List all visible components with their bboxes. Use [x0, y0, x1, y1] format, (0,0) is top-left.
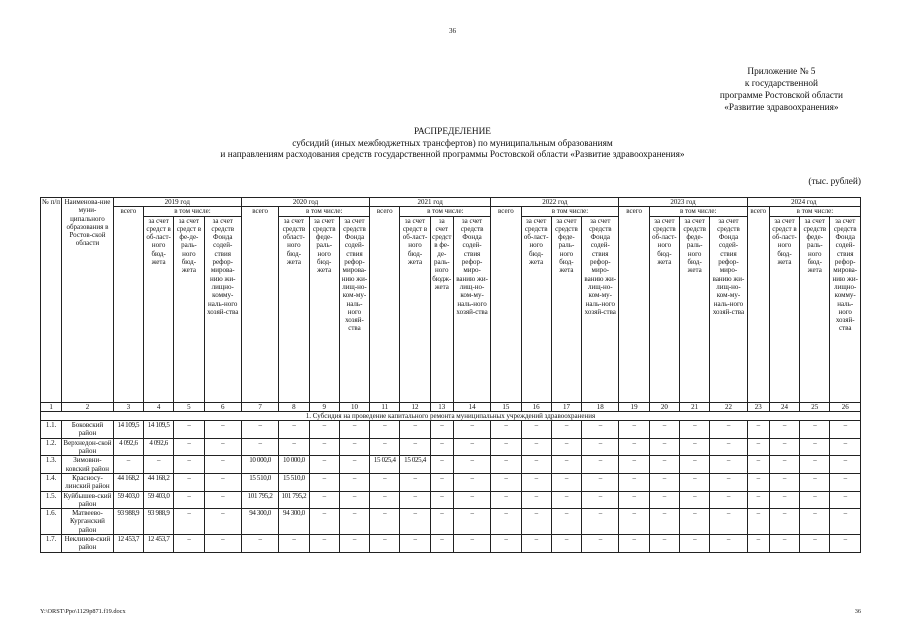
row-value: – [649, 438, 679, 456]
column-numbers-row [41, 402, 861, 411]
row-value: – [143, 456, 173, 474]
header-source: за счет средств об-ласт-ного бюд-жета [521, 216, 551, 402]
row-value: – [204, 421, 241, 439]
title-line: и направлениям расходования средств государственной программы Ростовской области «Развитие здравоохранения» [220, 150, 685, 160]
column-number: 20 [649, 402, 679, 411]
column-number: 4 [143, 402, 173, 411]
row-value: – [339, 473, 369, 491]
row-value: – [800, 491, 830, 509]
row-value: – [174, 473, 204, 491]
row-value: – [521, 535, 551, 553]
appendix-line: программе Ростовской области [719, 91, 843, 101]
header-source: за счет средств Фонда содей-ствия рефор-миро-ванию жи-лищ-но-ком-му-наль-ного хозяй-ства [582, 216, 619, 402]
column-number: 22 [710, 402, 747, 411]
row-value: – [339, 509, 369, 535]
column-number: 18 [582, 402, 619, 411]
column-number: 6 [204, 402, 241, 411]
row-number: 1.5. [41, 491, 62, 509]
row-value: – [521, 491, 551, 509]
table-row [41, 421, 861, 439]
row-value: – [649, 535, 679, 553]
column-number: 8 [279, 402, 309, 411]
header-including: в том числе: [769, 207, 860, 216]
row-value: – [174, 491, 204, 509]
row-value: – [680, 535, 710, 553]
row-value: – [800, 509, 830, 535]
row-value: – [309, 491, 339, 509]
column-number: 2 [62, 402, 114, 411]
row-municipality: Верхнедон-ской район [63, 438, 112, 456]
row-value: – [649, 491, 679, 509]
row-number: 1.4. [41, 473, 62, 491]
header-source: за счет средств феде-раль-ного бюд-жета [680, 216, 710, 402]
row-value: – [279, 535, 309, 553]
row-value: – [649, 421, 679, 439]
row-value: – [800, 535, 830, 553]
row-value: – [370, 473, 400, 491]
row-value: – [521, 473, 551, 491]
table-row [41, 473, 861, 491]
row-value: – [582, 456, 619, 474]
row-value: 15 025,4 [370, 456, 400, 474]
row-value: 101 795,2 [241, 491, 278, 509]
row-value: – [400, 535, 430, 553]
header-including: в том числе: [521, 207, 619, 216]
row-value: – [279, 438, 309, 456]
row-value: – [521, 509, 551, 535]
row-value: 44 168,2 [143, 473, 173, 491]
row-value: – [204, 456, 241, 474]
row-value: 44 168,2 [113, 473, 143, 491]
header-year: 2023 год [619, 198, 747, 207]
row-value: – [491, 473, 521, 491]
row-value: 14 109,5 [143, 421, 173, 439]
row-value: 4 092,6 [113, 438, 143, 456]
row-value: – [174, 456, 204, 474]
row-value: 15 510,0 [241, 473, 278, 491]
column-number: 24 [769, 402, 799, 411]
row-value: – [582, 509, 619, 535]
row-value: – [309, 421, 339, 439]
row-value: 14 109,5 [113, 421, 143, 439]
row-value: 15 025,4 [400, 456, 430, 474]
header-source: за счет средств феде-раль-ного бюд-жета [551, 216, 581, 402]
header-year: 2021 год [370, 198, 491, 207]
row-value: 93 988,9 [143, 509, 173, 535]
row-number: 1.6. [41, 509, 62, 535]
header-source: за счет средств феде-раль-ного бюд-жета [309, 216, 339, 402]
row-value: – [370, 535, 400, 553]
units-label: (тыс. рублей) [808, 177, 861, 187]
header-including: в том числе: [279, 207, 370, 216]
row-value: – [551, 438, 581, 456]
row-value: – [309, 509, 339, 535]
header-including: в том числе: [400, 207, 491, 216]
column-number: 23 [747, 402, 769, 411]
row-value: – [453, 509, 490, 535]
row-value: – [800, 421, 830, 439]
row-value: – [204, 473, 241, 491]
row-value: – [649, 456, 679, 474]
title-line: субсидий (иных межбюджетных трансфертов) по муниципальным образованиям [292, 138, 613, 149]
row-value: – [309, 535, 339, 553]
header-including: в том числе: [143, 207, 241, 216]
row-value: – [619, 456, 649, 474]
row-value: – [551, 473, 581, 491]
section-title: 1. Субсидия на проведение капитального ремонта муниципальных учреждений здравоохранения [41, 411, 861, 420]
row-value: 15 510,0 [279, 473, 309, 491]
row-value: – [453, 535, 490, 553]
row-value: – [204, 535, 241, 553]
row-value: – [174, 421, 204, 439]
header-total: всего [370, 207, 400, 402]
column-number: 15 [491, 402, 521, 411]
row-value: – [491, 509, 521, 535]
row-value: – [830, 421, 861, 439]
row-value: – [619, 535, 649, 553]
row-municipality: Неклинов-ский район [62, 535, 114, 553]
row-value: – [551, 535, 581, 553]
row-value: – [710, 491, 747, 509]
row-value: – [680, 438, 710, 456]
row-value: – [551, 491, 581, 509]
row-value: – [430, 456, 453, 474]
appendix-line: Приложение № 5 [747, 67, 816, 77]
row-value: – [339, 535, 369, 553]
header-year: 2024 год [747, 198, 860, 207]
row-value: – [204, 491, 241, 509]
row-value: – [769, 535, 799, 553]
header-source: за счет средст в об-ласт-ного бюд-жета [400, 216, 430, 402]
row-value: – [747, 509, 769, 535]
row-value: – [680, 456, 710, 474]
row-value: – [370, 438, 400, 456]
header-year: 2020 год [241, 198, 369, 207]
row-value: – [370, 491, 400, 509]
row-value: – [491, 438, 521, 456]
row-value: – [241, 535, 278, 553]
row-value: 10 000,0 [279, 456, 309, 474]
row-value: – [339, 438, 369, 456]
row-value: – [710, 421, 747, 439]
header-source: за счет средст в об-ласт-ного бюд-жета [143, 216, 173, 402]
row-value: – [619, 438, 649, 456]
table-row [41, 509, 861, 535]
header-total: всего [491, 207, 521, 402]
row-value: – [710, 438, 747, 456]
row-value: – [174, 509, 204, 535]
row-value: – [204, 438, 241, 456]
footer-page-number: 36 [854, 608, 861, 615]
row-value: – [430, 438, 453, 456]
table-row [41, 491, 861, 509]
row-value: – [400, 421, 430, 439]
row-value: – [582, 473, 619, 491]
row-value: – [830, 438, 861, 456]
row-value: 4 092,6 [143, 438, 173, 456]
row-value: – [830, 456, 861, 474]
row-value: – [113, 456, 143, 474]
row-value: – [830, 509, 861, 535]
row-value: – [769, 491, 799, 509]
row-value: 12 453,7 [113, 535, 143, 553]
row-value: 93 988,9 [113, 509, 143, 535]
appendix-line: к государственной [744, 79, 818, 89]
page-number-top: 36 [449, 27, 456, 35]
row-value: – [619, 473, 649, 491]
row-value: – [582, 491, 619, 509]
header-year: 2019 год [113, 198, 241, 207]
row-value: – [453, 421, 490, 439]
column-number: 17 [551, 402, 581, 411]
row-value: – [551, 421, 581, 439]
row-value: – [800, 438, 830, 456]
header-including: в том числе: [649, 207, 747, 216]
row-value: – [769, 438, 799, 456]
row-value: – [769, 421, 799, 439]
row-value: – [491, 491, 521, 509]
row-number: 1.7. [41, 535, 62, 553]
column-number: 7 [241, 402, 278, 411]
row-value: – [551, 509, 581, 535]
row-value: – [747, 535, 769, 553]
row-municipality: Красносу-линский район [62, 473, 114, 491]
row-value: – [241, 421, 278, 439]
row-value: – [430, 535, 453, 553]
row-value: – [430, 509, 453, 535]
row-value: – [453, 473, 490, 491]
table-row [41, 438, 861, 456]
header-source: за счет средств фе-де-раль-ного бюдж-жета [430, 216, 453, 402]
row-municipality: Зимовни-ковский район [62, 456, 114, 474]
column-number: 10 [339, 402, 369, 411]
row-value: – [339, 456, 369, 474]
header-source: за счет средств об-ласт-ного бюд-жета [649, 216, 679, 402]
row-municipality: Боковский район [62, 421, 114, 439]
header-source: за счет средств Фонда содей-ствия рефор-миро-ванию жи-лищ-но-ком-му-наль-ного хозяй-ства [710, 216, 747, 402]
row-value: – [521, 438, 551, 456]
row-value: – [680, 491, 710, 509]
column-number: 19 [619, 402, 649, 411]
column-number: 3 [113, 402, 143, 411]
header-total: всего [747, 207, 769, 402]
distribution-table [40, 197, 861, 553]
row-value: – [241, 438, 278, 456]
row-value: – [747, 438, 769, 456]
row-value: – [649, 473, 679, 491]
row-value: – [582, 421, 619, 439]
header-total: всего [113, 207, 143, 402]
row-value: – [619, 421, 649, 439]
row-municipality: Куйбышев-ский район [63, 491, 112, 508]
header-total: всего [619, 207, 649, 402]
row-value: – [830, 535, 861, 553]
row-value: – [453, 456, 490, 474]
row-number: 1.1. [41, 421, 62, 439]
row-value: – [830, 491, 861, 509]
row-value: – [400, 491, 430, 509]
row-value: – [279, 421, 309, 439]
row-value: – [619, 491, 649, 509]
row-value: – [491, 456, 521, 474]
row-value: – [747, 456, 769, 474]
row-value: – [710, 535, 747, 553]
row-value: 59 403,0 [143, 491, 173, 509]
row-value: – [370, 421, 400, 439]
header-name: Наименова-ние муни-ципального образования в Ростов-ской области [62, 198, 114, 403]
row-value: – [769, 509, 799, 535]
column-number: 12 [400, 402, 430, 411]
header-source: за счет средств Фонда содей-ствия рефор-мирова-нию жи-лищно-комму-наль-ного хозяй-ства [204, 216, 241, 402]
header-source: за счет средств Фонда содей-ствия рефор-миро-ванию жи-лищ-но-ком-му-наль-ного хозяй-ства [453, 216, 490, 402]
row-value: 12 453,7 [143, 535, 173, 553]
row-value: – [339, 491, 369, 509]
row-value: – [747, 421, 769, 439]
header-source: за счет средст в об-ласт-ного бюд-жета [769, 216, 799, 402]
title-line: РАСПРЕДЕЛЕНИЕ [414, 127, 491, 137]
row-municipality: Матвеево-Курганский район [62, 509, 114, 535]
appendix-line: «Развитие здравоохранения» [724, 103, 839, 113]
row-value: – [430, 473, 453, 491]
header-source: за счет средст в фе-де-раль-ного бюд-жета [174, 216, 204, 402]
row-value: – [747, 491, 769, 509]
document-title [0, 127, 905, 162]
row-value: – [309, 456, 339, 474]
column-number: 9 [309, 402, 339, 411]
row-value: – [680, 509, 710, 535]
row-value: – [370, 509, 400, 535]
row-value: – [747, 473, 769, 491]
column-number: 26 [830, 402, 861, 411]
row-value: – [521, 421, 551, 439]
column-number: 1 [41, 402, 62, 411]
row-value: – [710, 473, 747, 491]
row-value: – [339, 421, 369, 439]
row-value: – [491, 421, 521, 439]
row-value: – [521, 456, 551, 474]
row-value: – [710, 456, 747, 474]
row-value: – [400, 509, 430, 535]
row-value: – [204, 509, 241, 535]
header-total: всего [241, 207, 278, 402]
row-value: – [830, 473, 861, 491]
row-value: – [453, 491, 490, 509]
row-number: 1.3. [41, 456, 62, 474]
header-source: за счет средств Фонда содей-ствия рефор-мирова-нию жи-лищно-комму-наль-ного хозяй-ства [830, 216, 861, 402]
row-value: – [680, 473, 710, 491]
row-value: – [769, 456, 799, 474]
row-value: – [174, 438, 204, 456]
row-value: – [769, 473, 799, 491]
row-value: – [800, 473, 830, 491]
row-value: – [430, 421, 453, 439]
row-value: – [309, 438, 339, 456]
row-value: – [680, 421, 710, 439]
row-value: – [551, 456, 581, 474]
appendix-block [720, 66, 843, 114]
row-value: – [800, 456, 830, 474]
row-value: – [582, 535, 619, 553]
row-value: 59 403,0 [113, 491, 143, 509]
row-value: 94 300,0 [241, 509, 278, 535]
row-value: 10 000,0 [241, 456, 278, 474]
row-value: – [430, 491, 453, 509]
column-number: 14 [453, 402, 490, 411]
header-num: № п/п [41, 198, 62, 403]
section-row [41, 411, 861, 420]
header-year: 2022 год [491, 198, 619, 207]
header-source: за счет средств феде-раль-ного бюд-жета [800, 216, 830, 402]
row-value: 101 795,2 [279, 491, 309, 509]
row-value: – [619, 509, 649, 535]
row-value: 94 300,0 [279, 509, 309, 535]
row-value: – [174, 535, 204, 553]
row-value: – [649, 509, 679, 535]
table-row [41, 456, 861, 474]
column-number: 16 [521, 402, 551, 411]
table-row [41, 535, 861, 553]
column-number: 21 [680, 402, 710, 411]
row-value: – [710, 509, 747, 535]
column-number: 5 [174, 402, 204, 411]
row-value: – [400, 473, 430, 491]
header-source: за счет средств Фонда содей-ствия рефор-мирова-нию жи-лищ-но-ком-му-наль-ного хозяй-ства [339, 216, 369, 402]
row-value: – [453, 438, 490, 456]
footer-file-path: Y:\ORST\Ppo\1129p871.f19.docx [40, 608, 126, 615]
row-number: 1.2. [41, 438, 62, 456]
row-value: – [400, 438, 430, 456]
row-value: – [309, 473, 339, 491]
column-number: 11 [370, 402, 400, 411]
row-value: – [582, 438, 619, 456]
column-number: 13 [430, 402, 453, 411]
header-source: за счет средств област-ного бюд-жета [279, 216, 309, 402]
column-number: 25 [800, 402, 830, 411]
row-value: – [491, 535, 521, 553]
